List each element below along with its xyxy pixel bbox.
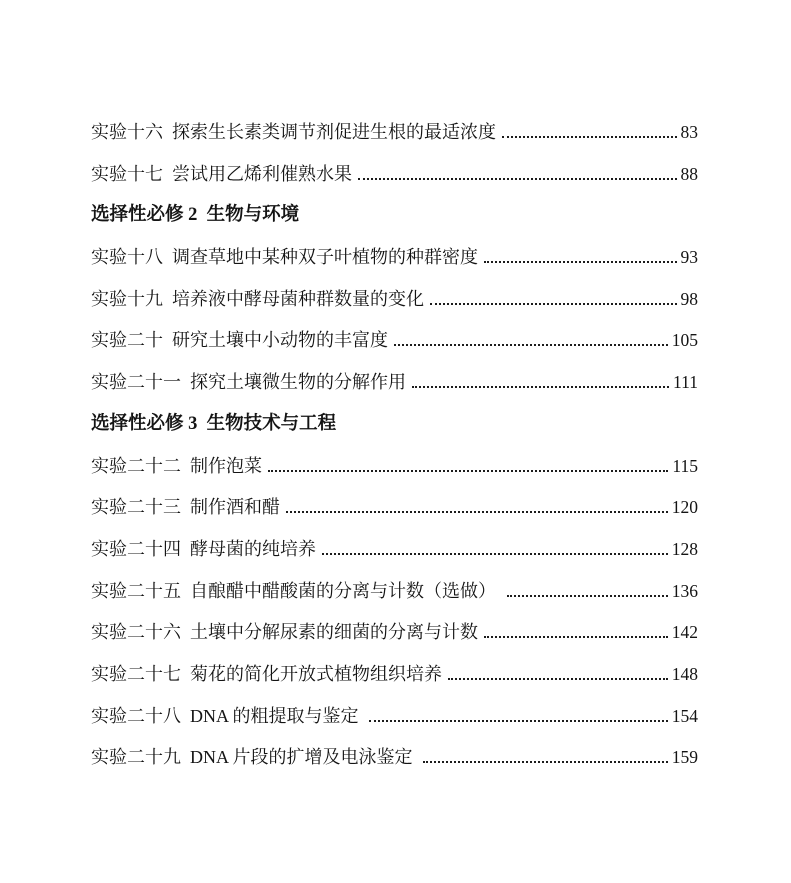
toc-entry <box>91 289 698 309</box>
dot-leader <box>502 136 677 138</box>
section-heading <box>91 414 698 434</box>
toc-entry-page: 142 <box>671 622 698 643</box>
toc-entry-page: 83 <box>680 122 698 142</box>
toc-entry-label: 实验二十七 菊花的简化开放式植物组织培养 <box>91 663 442 684</box>
toc-entry <box>91 122 698 142</box>
toc-entry <box>91 372 698 392</box>
toc-entry-page: 115 <box>672 455 698 476</box>
toc-entry-label: 实验二十五 自酿醋中醋酸菌的分离与计数（选做） <box>91 580 501 601</box>
toc-entry <box>91 622 698 642</box>
dot-leader <box>268 470 668 472</box>
toc-entry <box>91 330 698 350</box>
toc-entry-page: 93 <box>680 247 698 268</box>
dot-leader <box>358 178 677 180</box>
toc-entry <box>91 247 698 267</box>
toc-entry-label: 实验二十四 酵母菌的纯培养 <box>91 538 316 559</box>
toc-entry-label: 实验十九 培养液中酵母菌种群数量的变化 <box>91 288 424 309</box>
toc-entry-page: 105 <box>671 330 698 351</box>
dot-leader <box>286 511 668 513</box>
toc-entry <box>91 706 698 726</box>
toc-entry-page: 154 <box>671 705 698 726</box>
toc-entry-label: 实验二十六 土壤中分解尿素的细菌的分离与计数 <box>91 622 478 643</box>
section-heading-label: 选择性必修 3 生物技术与工程 <box>91 413 337 434</box>
dot-leader <box>448 678 668 680</box>
toc-entry <box>91 164 698 184</box>
toc-entry-label: 实验二十 研究土壤中小动物的丰富度 <box>91 330 388 351</box>
dot-leader <box>430 303 677 305</box>
toc-entry <box>91 581 698 601</box>
toc-entry-label: 实验十八 调查草地中某种双子叶植物的种群密度 <box>91 247 478 268</box>
toc-entry-label: 实验十六 探索生长素类调节剂促进生根的最适浓度 <box>91 122 496 142</box>
toc-entry-page: 136 <box>671 580 698 601</box>
toc-entry <box>91 497 698 517</box>
toc-entry-page: 111 <box>673 372 698 393</box>
toc-entry <box>91 747 698 767</box>
toc-entry-page: 88 <box>680 163 698 184</box>
section-heading <box>91 205 698 225</box>
dot-leader <box>412 386 669 388</box>
toc-entry-page: 98 <box>680 288 698 309</box>
dot-leader <box>322 553 668 555</box>
dot-leader <box>369 720 668 722</box>
dot-leader <box>507 595 668 597</box>
toc-entry <box>91 664 698 684</box>
toc-entry <box>91 539 698 559</box>
section-heading-label: 选择性必修 2 生物与环境 <box>91 205 300 226</box>
toc-entry-label: 实验十七 尝试用乙烯利催熟水果 <box>91 163 352 184</box>
dot-leader <box>394 344 668 346</box>
toc-entry-label: 实验二十三 制作酒和醋 <box>91 497 280 518</box>
dot-leader <box>423 761 668 763</box>
toc-entry-page: 148 <box>671 663 698 684</box>
toc-entry-label: 实验二十二 制作泡菜 <box>91 455 262 476</box>
toc-entry-page: 159 <box>671 747 698 768</box>
toc-entry-page: 120 <box>671 497 698 518</box>
toc-entry <box>91 456 698 476</box>
toc-entry-page: 128 <box>671 538 698 559</box>
toc-entry-label: 实验二十一 探究土壤微生物的分解作用 <box>91 372 406 393</box>
dot-leader <box>484 261 677 263</box>
toc-entry-label: 实验二十九 DNA 片段的扩增及电泳鉴定 <box>91 747 418 768</box>
table-of-contents <box>91 122 698 789</box>
dot-leader <box>484 636 668 638</box>
toc-entry-label: 实验二十八 DNA 的粗提取与鉴定 <box>91 705 364 726</box>
